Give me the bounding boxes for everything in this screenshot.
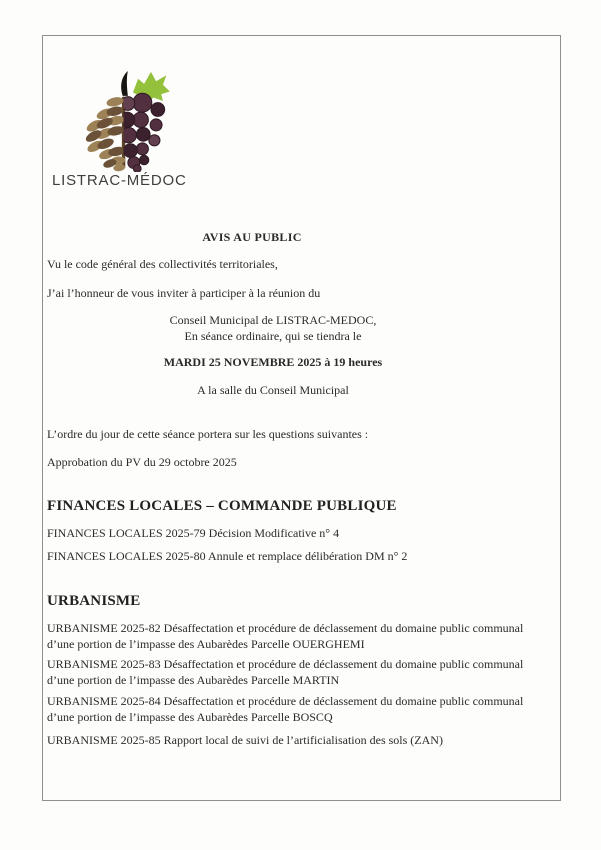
meeting-location: A la salle du Conseil Municipal <box>197 383 349 397</box>
agenda-item-continuation: d’une portion de l’impasse des Aubarèdes Parcelle OUERGHEMI <box>47 637 365 651</box>
agenda-intro: L’ordre du jour de cette séance portera sur les questions suivantes : <box>47 427 369 441</box>
agenda-item: URBANISME 2025-84 Désaffectation et procédure de déclassement du domaine public communal <box>47 694 524 708</box>
grapes-icon <box>119 93 164 172</box>
intro-line-2: J’ai l’honneur de vous inviter à participer à la réunion du <box>47 286 321 300</box>
meeting-body-line: Conseil Municipal de LISTRAC-MEDOC, <box>169 313 377 327</box>
agenda-item: URBANISME 2025-85 Rapport local de suivi de l’artificialisation des sols (ZAN) <box>47 733 443 747</box>
section-heading-urbanisme: URBANISME <box>47 593 141 609</box>
intro-line-1: Vu le code général des collectivités territoriales, <box>47 257 278 271</box>
meeting-session-line: En séance ordinaire, qui se tiendra le <box>184 329 362 343</box>
agenda-item: URBANISME 2025-83 Désaffectation et procédure de déclassement du domaine public communal <box>47 657 524 671</box>
agenda-item-continuation: d’une portion de l’impasse des Aubarèdes Parcelle MARTIN <box>47 673 340 687</box>
agenda-item-continuation: d’une portion de l’impasse des Aubarèdes Parcelle BOSCQ <box>47 710 333 724</box>
pv-approval: Approbation du PV du 29 octobre 2025 <box>47 455 237 469</box>
notice-title: AVIS AU PUBLIC <box>202 230 302 244</box>
agenda-item: FINANCES LOCALES 2025-80 Annule et remplace délibération DM n° 2 <box>47 549 408 563</box>
section-heading-finances: FINANCES LOCALES – COMMANDE PUBLIQUE <box>47 498 397 514</box>
pinecone-icon <box>84 96 126 172</box>
commune-logo <box>84 71 170 172</box>
agenda-item: URBANISME 2025-82 Désaffectation et procédure de déclassement du domaine public communal <box>47 621 524 635</box>
stem-icon <box>121 71 128 96</box>
meeting-datetime: MARDI 25 NOVEMBRE 2025 à 19 heures <box>163 355 383 369</box>
logo-wordmark: LISTRAC-MÉDOC <box>52 172 187 189</box>
agenda-item: FINANCES LOCALES 2025-79 Décision Modificative n° 4 <box>47 526 340 540</box>
